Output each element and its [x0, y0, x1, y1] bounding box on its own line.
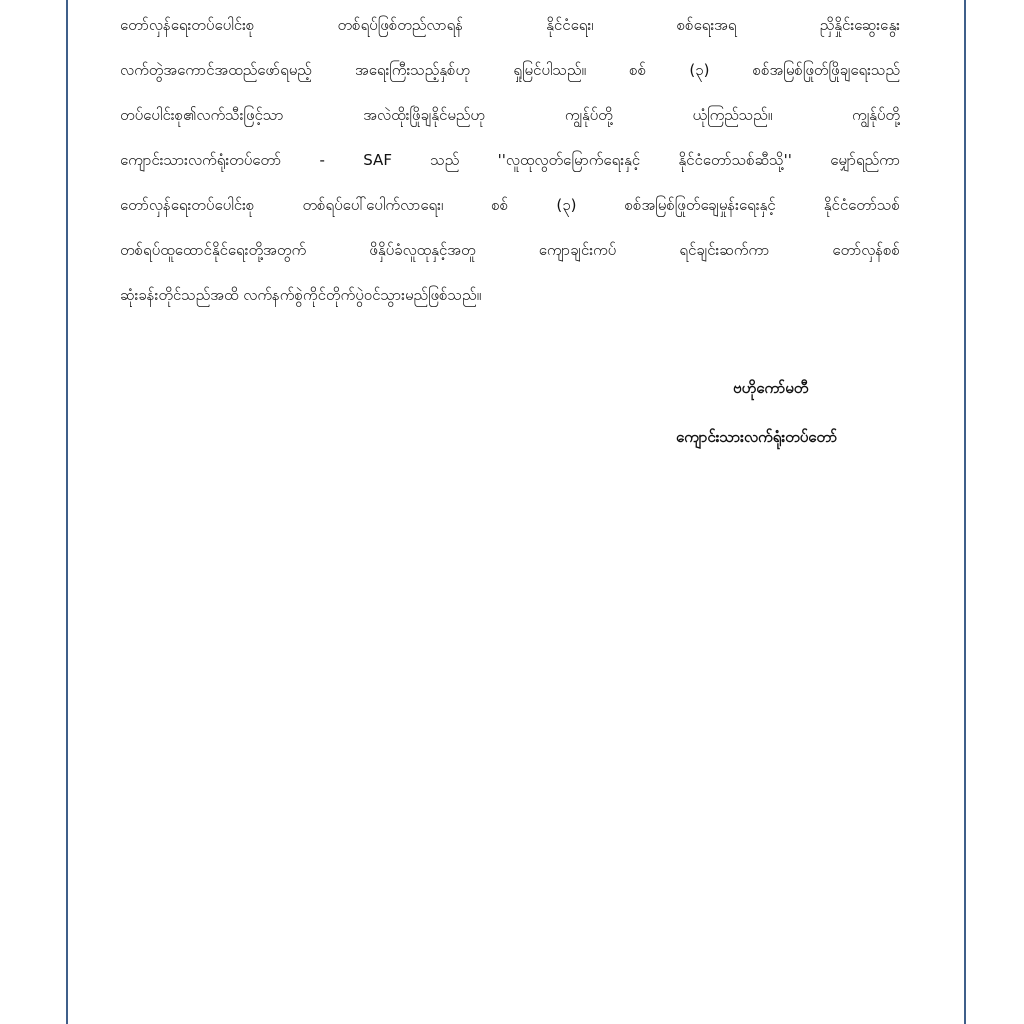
page-border-left	[66, 0, 68, 1024]
signature-organization: ကျောင်းသားလက်ရုံးတပ်တော်	[676, 428, 838, 446]
signature-committee: ဗဟိုကော်မတီ	[733, 379, 809, 397]
paragraph-line: တစ်ရပ်ထူထောင်နိုင်ရေးတို့အတွက် ဖိနှိပ်ခံလူထုနှင့်အတူ ကျောချင်းကပ် ရင်ချင်းဆက်ကာ တော်လှန်စစ်	[120, 241, 900, 259]
paragraph-line: တော်လှန်ရေးတပ်ပေါင်းစု တစ်ရပ်ပေါ်ပေါက်လာရေး၊ စစ် (၃) စစ်အမြစ်ဖြုတ်ချေမှုန်းရေးနှင့် နိုင်ငံတော်သစ်	[120, 196, 900, 214]
paragraph-line: ကျောင်းသားလက်ရုံးတပ်တော် - SAF သည် ''လူထုလွတ်မြောက်ရေးနှင့် နိုင်ငံတော်သစ်ဆီသို့'' မျှော်ရည်ကာ	[120, 151, 900, 169]
paragraph-line: လက်တွဲအကောင်အထည်ဖော်ရမည့် အရေးကြီးသည့်နှစ်ဟု ရှုမြင်ပါသည်။ စစ် (၃) စစ်အမြစ်ဖြုတ်ဖြိုချရေးသည်	[120, 61, 900, 79]
paragraph-line: တော်လှန်ရေးတပ်ပေါင်းစု တစ်ရပ်ဖြစ်တည်လာရန် နိုင်ငံရေး၊ စစ်ရေးအရ ညှိနှိုင်းဆွေးနွေး	[120, 16, 900, 34]
paragraph-line: တပ်ပေါင်းစု၏လက်သီးဖြင့်သာ အလဲထိုးဖြိုချနိုင်မည်ဟု ကျွန်ုပ်တို့ ယုံကြည်သည်။ ကျွန်ုပ်တို့	[120, 106, 900, 124]
page-border-right	[964, 0, 966, 1024]
paragraph-line: ဆုံးခန်းတိုင်သည်အထိ လက်နက်စွဲကိုင်တိုက်ပွဲဝင်သွားမည်ဖြစ်သည်။	[120, 286, 482, 304]
